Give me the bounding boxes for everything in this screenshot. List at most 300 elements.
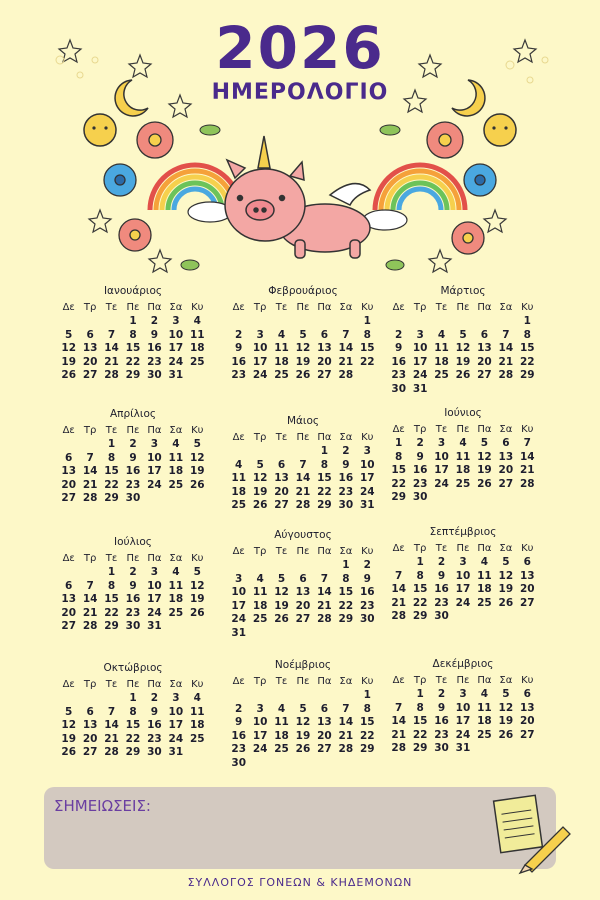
day-cell: 22: [125, 732, 141, 745]
day-cell: 24: [147, 606, 162, 619]
day-cell: 6: [86, 705, 94, 718]
day-cell: 3: [150, 566, 159, 578]
day-cell: [495, 610, 516, 624]
day-cell: 17: [455, 583, 471, 595]
day-cell: 26: [61, 369, 77, 381]
weekday-label: Δε: [62, 425, 75, 436]
day-cell: 10: [252, 716, 268, 728]
day-cell: 29: [104, 620, 119, 632]
day-cell: 28: [391, 610, 407, 622]
weekday-label: Πα: [317, 302, 332, 313]
month-block: [58, 660, 208, 760]
day-cell: 15: [519, 342, 535, 354]
day-grid: [388, 437, 538, 505]
day-cell: [165, 492, 186, 506]
day-cell: 12: [498, 569, 514, 582]
day-cell: 19: [477, 464, 492, 476]
day-cell: 5: [256, 458, 264, 471]
weekday-label: Δε: [392, 543, 405, 554]
day-cell: 11: [252, 586, 268, 598]
day-cell: 2: [416, 437, 424, 449]
day-cell: [357, 369, 378, 383]
month-block: [228, 413, 378, 513]
day-cell: 23: [338, 485, 354, 498]
day-cell: 16: [125, 465, 141, 477]
day-cell: 19: [61, 355, 77, 368]
day-cell: 12: [61, 719, 77, 731]
day-cell: 14: [519, 450, 535, 463]
day-cell: [314, 559, 335, 573]
day-cell: 13: [317, 342, 332, 354]
weekday-label: Τρ: [413, 302, 427, 313]
day-cell: 7: [395, 701, 403, 714]
weekday-label: Κυ: [521, 543, 534, 554]
day-cell: 27: [498, 477, 514, 490]
day-cell: 3: [256, 328, 264, 341]
day-cell: [517, 383, 538, 397]
day-cell: 15: [104, 593, 119, 605]
day-cell: [249, 315, 270, 329]
day-cell: 25: [168, 478, 184, 491]
day-cell: [249, 559, 270, 573]
day-cell: 13: [519, 569, 535, 582]
day-cell: 21: [391, 728, 407, 741]
day-cell: [228, 559, 249, 573]
day-cell: 25: [477, 728, 492, 741]
day-cell: 28: [82, 620, 98, 632]
day-cell: 18: [189, 342, 205, 354]
day-cell: 24: [147, 478, 162, 491]
day-cell: [314, 315, 335, 329]
month-block: [228, 527, 378, 640]
day-cell: 17: [147, 593, 162, 605]
day-cell: 23: [147, 732, 162, 745]
day-cell: 6: [320, 328, 329, 341]
day-cell: [271, 445, 292, 459]
day-cell: 5: [502, 688, 510, 700]
day-cell: 12: [274, 586, 289, 598]
day-cell: 11: [189, 328, 205, 341]
day-cell: 20: [519, 715, 535, 727]
day-cell: 19: [189, 465, 205, 477]
day-cell: 24: [434, 477, 449, 490]
day-cell: 25: [434, 369, 449, 381]
weekday-label: Πε: [126, 425, 140, 436]
month-name: Ιούλιος: [114, 536, 152, 548]
day-cell: 17: [147, 465, 162, 477]
day-cell: [292, 627, 313, 641]
day-cell: [249, 627, 270, 641]
day-cell: 27: [82, 369, 98, 381]
day-cell: 5: [299, 328, 307, 341]
day-cell: 2: [363, 559, 371, 571]
day-cell: 24: [252, 743, 268, 755]
day-cell: [495, 491, 516, 505]
day-cell: [187, 620, 208, 634]
day-cell: 9: [437, 569, 446, 582]
day-cell: 25: [274, 369, 289, 381]
day-cell: [452, 383, 473, 397]
day-cell: 17: [359, 472, 375, 484]
day-cell: 17: [168, 719, 184, 731]
weekday-header: [388, 423, 538, 437]
day-cell: 18: [189, 719, 205, 731]
day-cell: [314, 757, 335, 771]
day-cell: 28: [338, 369, 354, 381]
day-cell: 30: [231, 756, 247, 769]
weekday-label: Πε: [296, 432, 310, 443]
weekday-label: Τρ: [413, 424, 427, 435]
day-cell: 28: [338, 743, 354, 755]
month-block: [58, 406, 208, 506]
day-cell: 10: [147, 579, 162, 592]
day-cell: 12: [295, 342, 311, 354]
day-cell: 23: [231, 369, 247, 381]
day-cell: 1: [107, 438, 116, 450]
day-grid: [228, 559, 378, 640]
day-cell: [431, 491, 452, 505]
day-cell: 9: [235, 342, 243, 354]
month-block: [58, 283, 208, 383]
day-cell: 26: [274, 613, 289, 625]
weekday-header: [228, 301, 378, 315]
weekday-label: Πα: [147, 425, 162, 436]
day-cell: 19: [189, 593, 205, 605]
day-cell: 2: [437, 556, 446, 568]
day-cell: 7: [86, 579, 94, 592]
day-cell: 3: [437, 437, 446, 449]
day-cell: 7: [395, 569, 403, 582]
day-cell: 13: [61, 593, 77, 605]
day-cell: 5: [193, 566, 201, 578]
day-cell: [388, 315, 409, 329]
day-cell: 11: [274, 716, 289, 728]
weekday-label: Κυ: [191, 553, 204, 564]
day-cell: 29: [317, 499, 332, 511]
day-cell: 12: [61, 342, 77, 354]
day-cell: 25: [274, 743, 289, 755]
day-cell: 27: [317, 743, 332, 755]
day-cell: 18: [477, 715, 492, 727]
day-cell: 12: [295, 716, 311, 728]
day-cell: 9: [150, 705, 159, 718]
day-cell: 9: [363, 572, 371, 585]
day-cell: 1: [129, 692, 137, 704]
day-cell: 10: [455, 701, 471, 714]
weekday-label: Πα: [147, 679, 162, 690]
day-cell: [357, 627, 378, 641]
day-cell: 16: [338, 472, 354, 484]
day-cell: 1: [395, 437, 403, 449]
day-cell: 22: [338, 599, 354, 612]
day-cell: 10: [455, 569, 471, 582]
day-cell: 31: [168, 369, 184, 381]
day-cell: 9: [235, 716, 243, 728]
day-cell: 24: [359, 485, 375, 498]
day-cell: 1: [363, 315, 371, 327]
day-cell: [271, 757, 292, 771]
day-cell: 16: [147, 719, 162, 731]
weekday-label: Τε: [275, 432, 288, 443]
day-cell: [452, 491, 473, 505]
weekday-label: Τρ: [253, 676, 267, 687]
month-name: Φεβρουάριος: [268, 285, 338, 297]
weekday-label: Πα: [317, 546, 332, 557]
day-cell: 19: [295, 729, 311, 742]
day-cell: [79, 692, 100, 706]
day-cell: 21: [338, 355, 354, 368]
day-cell: 26: [189, 478, 205, 491]
day-cell: 19: [274, 599, 289, 612]
day-cell: [101, 692, 122, 706]
day-cell: [431, 315, 452, 329]
day-cell: 10: [412, 342, 428, 354]
day-cell: [79, 566, 100, 580]
day-cell: [314, 689, 335, 703]
day-cell: [79, 315, 100, 329]
day-cell: [187, 492, 208, 506]
weekday-label: Τε: [105, 302, 118, 313]
footer-text: ΣΥΛΛΟΓΟΣ ΓΟΝΕΩΝ & ΚΗΔΕΜΟΝΩΝ: [187, 876, 413, 889]
day-cell: 6: [523, 688, 531, 700]
day-cell: [474, 491, 495, 505]
weekday-label: Δε: [232, 676, 245, 687]
month-block: [388, 405, 538, 505]
weekday-label: Τε: [105, 679, 118, 690]
day-grid: [58, 566, 208, 634]
day-cell: 19: [61, 732, 77, 745]
day-cell: 23: [391, 369, 407, 381]
weekday-label: Πε: [296, 302, 310, 313]
weekday-label: Κυ: [191, 679, 204, 690]
day-cell: 1: [416, 556, 424, 568]
weekday-header: [58, 301, 208, 315]
weekday-label: Τρ: [83, 302, 97, 313]
day-cell: 16: [231, 729, 247, 742]
weekday-label: Τε: [435, 675, 448, 686]
day-cell: [452, 610, 473, 624]
day-cell: 20: [317, 729, 332, 742]
weekday-label: Πα: [477, 543, 492, 554]
day-cell: 23: [125, 606, 141, 619]
day-cell: 12: [189, 579, 205, 592]
day-grid: [388, 556, 538, 624]
day-cell: [431, 383, 452, 397]
day-cell: 25: [189, 355, 205, 368]
day-cell: 14: [498, 342, 514, 354]
weekday-label: Πε: [126, 553, 140, 564]
day-cell: 9: [395, 342, 403, 354]
day-cell: 15: [338, 586, 354, 598]
day-cell: 21: [338, 729, 354, 742]
day-cell: [495, 315, 516, 329]
day-cell: [228, 689, 249, 703]
day-cell: [474, 383, 495, 397]
day-cell: 28: [82, 492, 98, 504]
day-cell: 15: [412, 583, 428, 595]
day-cell: 31: [412, 382, 428, 395]
day-grid: [228, 689, 378, 770]
day-cell: 8: [523, 328, 531, 341]
day-cell: 24: [168, 732, 184, 745]
day-cell: 9: [129, 451, 137, 464]
weekday-label: Πε: [296, 676, 310, 687]
month-name: Οκτώβριος: [103, 662, 163, 674]
day-cell: 25: [455, 477, 471, 490]
day-cell: 4: [193, 692, 201, 704]
day-cell: 16: [359, 586, 375, 598]
day-cell: 27: [317, 369, 332, 381]
weekday-label: Κυ: [191, 425, 204, 436]
month-name: Απρίλιος: [109, 408, 157, 420]
day-cell: 9: [150, 328, 159, 341]
day-cell: 28: [295, 499, 311, 511]
day-cell: 27: [295, 613, 311, 625]
weekday-label: Τε: [105, 553, 118, 564]
day-cell: [58, 566, 79, 580]
weekday-label: Δε: [62, 302, 75, 313]
day-cell: 29: [359, 743, 375, 755]
day-grid: [58, 692, 208, 760]
weekday-label: Σα: [169, 425, 183, 436]
day-cell: 8: [416, 569, 424, 582]
weekday-label: Κυ: [361, 546, 374, 557]
month-block: [388, 283, 538, 396]
day-cell: [79, 438, 100, 452]
day-cell: 26: [61, 746, 77, 758]
day-cell: [495, 742, 516, 756]
weekday-label: Πε: [456, 675, 470, 686]
day-cell: 5: [277, 572, 286, 585]
day-cell: [335, 757, 356, 771]
day-grid: [228, 315, 378, 383]
day-cell: 16: [434, 583, 449, 595]
day-cell: 18: [231, 485, 247, 498]
day-cell: 2: [150, 692, 159, 704]
day-cell: 28: [519, 477, 535, 490]
weekday-label: Πα: [317, 432, 332, 443]
day-cell: 3: [235, 572, 243, 585]
weekday-label: Δε: [232, 546, 245, 557]
day-cell: 6: [277, 458, 286, 471]
day-cell: 1: [342, 559, 350, 571]
weekday-label: Κυ: [361, 302, 374, 313]
day-cell: 10: [168, 705, 184, 718]
weekday-label: Πα: [317, 676, 332, 687]
notes-box[interactable]: [44, 787, 556, 869]
day-cell: 9: [437, 701, 446, 714]
day-cell: 6: [523, 556, 531, 568]
month-name: Ιούνιος: [444, 407, 482, 419]
day-cell: 24: [455, 596, 471, 609]
day-cell: 3: [172, 692, 180, 704]
day-cell: 28: [317, 613, 332, 625]
day-cell: 7: [502, 328, 510, 341]
weekday-label: Κυ: [521, 424, 534, 435]
day-cell: 2: [129, 438, 137, 450]
day-cell: 12: [477, 450, 492, 463]
day-cell: 17: [412, 355, 428, 368]
day-cell: 21: [82, 478, 98, 491]
day-cell: 8: [416, 701, 424, 714]
day-cell: 7: [342, 702, 350, 715]
day-cell: 1: [320, 445, 329, 457]
weekday-label: Πε: [126, 302, 140, 313]
day-cell: 23: [147, 355, 162, 368]
day-cell: 20: [295, 599, 311, 612]
weekday-label: Πε: [296, 546, 310, 557]
day-cell: 5: [459, 328, 467, 341]
day-cell: 4: [480, 556, 489, 568]
day-cell: 17: [252, 355, 268, 368]
weekday-label: Τρ: [253, 546, 267, 557]
weekday-label: Σα: [169, 302, 183, 313]
weekday-label: Πα: [477, 675, 492, 686]
day-cell: 4: [277, 328, 286, 341]
day-cell: 11: [168, 579, 184, 592]
day-cell: 24: [252, 369, 268, 381]
day-cell: 15: [125, 719, 141, 731]
weekday-header: [58, 424, 208, 438]
weekday-label: Σα: [499, 675, 513, 686]
day-cell: 2: [342, 445, 350, 457]
calendar-year: 2026: [215, 14, 385, 82]
weekday-header: [228, 675, 378, 689]
day-cell: [517, 491, 538, 505]
notes-label: ΣΗΜΕΙΩΣΕΙΣ:: [54, 797, 151, 815]
day-cell: 20: [317, 355, 332, 368]
day-cell: 11: [274, 342, 289, 354]
day-cell: [271, 689, 292, 703]
day-cell: 19: [498, 583, 514, 595]
day-cell: 13: [519, 701, 535, 714]
day-cell: 6: [320, 702, 329, 715]
day-cell: 25: [252, 613, 268, 625]
day-cell: [144, 492, 165, 506]
day-cell: 10: [252, 342, 268, 354]
day-cell: 14: [391, 583, 407, 595]
day-cell: 31: [147, 620, 162, 632]
day-cell: 20: [61, 478, 77, 491]
day-cell: 12: [189, 451, 205, 464]
weekday-label: Δε: [232, 302, 245, 313]
day-cell: 5: [502, 556, 510, 568]
month-name: Ιανουάριος: [103, 285, 163, 297]
day-cell: [292, 689, 313, 703]
day-cell: 27: [274, 499, 289, 511]
day-cell: 15: [359, 342, 375, 354]
day-cell: [335, 689, 356, 703]
day-cell: 22: [104, 478, 119, 491]
day-cell: 10: [359, 458, 375, 471]
day-cell: 22: [125, 355, 141, 368]
weekday-label: Κυ: [361, 432, 374, 443]
day-cell: 25: [168, 606, 184, 619]
day-cell: 8: [342, 572, 350, 585]
day-cell: [228, 315, 249, 329]
day-cell: [409, 315, 430, 329]
month-name: Μάρτιος: [440, 285, 486, 297]
day-cell: 22: [359, 729, 375, 742]
day-cell: 28: [104, 746, 119, 758]
day-cell: 25: [231, 499, 247, 511]
day-cell: 26: [455, 369, 471, 381]
day-cell: 21: [104, 355, 119, 368]
weekday-label: Σα: [339, 546, 353, 557]
day-cell: 18: [168, 593, 184, 605]
day-cell: 5: [193, 438, 201, 450]
day-cell: 21: [82, 606, 98, 619]
